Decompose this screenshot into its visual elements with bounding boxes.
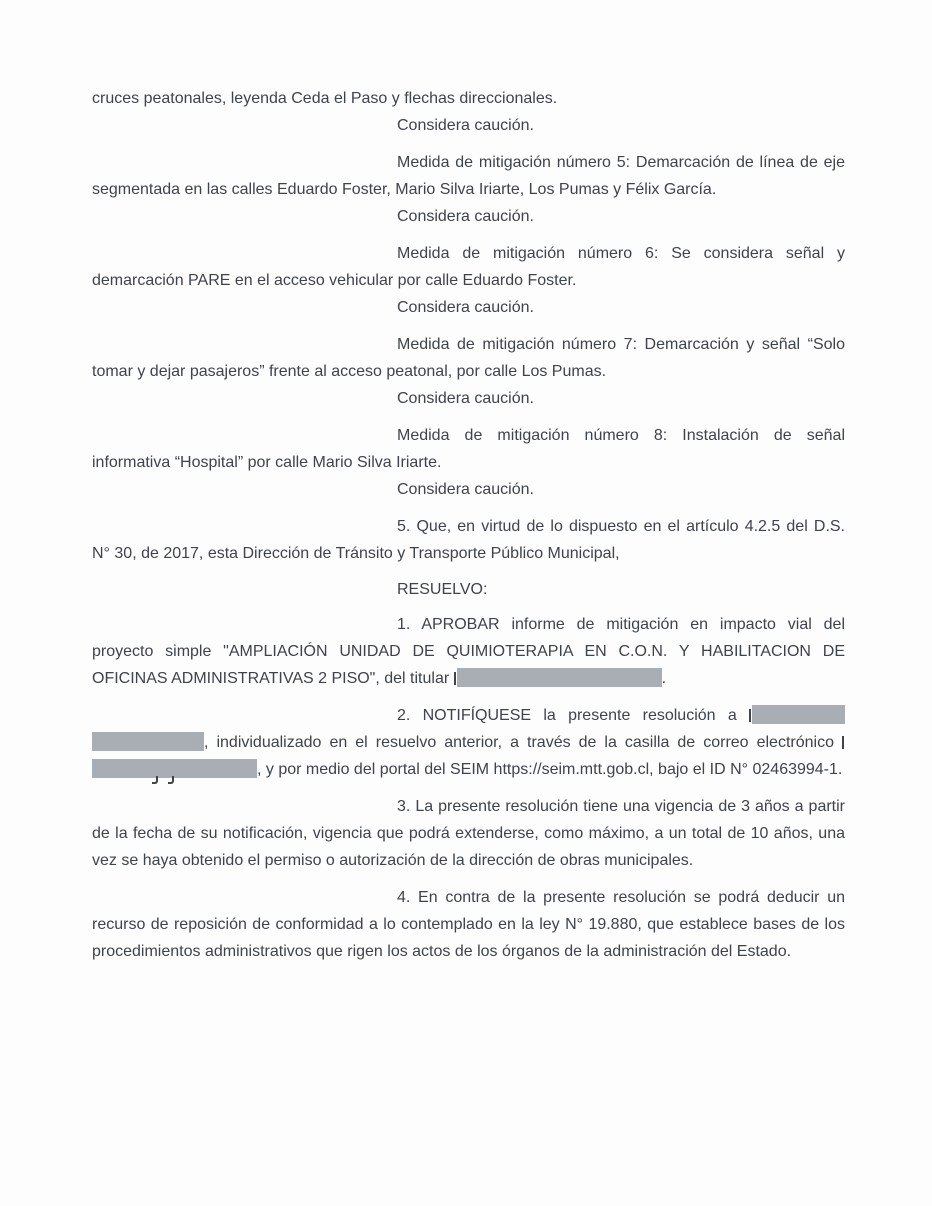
email-letter-descender	[168, 776, 174, 784]
paragraph-resuelvo-3: 3. La presente resolución tiene una vigencia de 3 años a partir de la fecha de su notificación, vigencia que podrá extenderse, como máximo, a un total de 10 años, una vez se haya obtenido el permiso o autorización de la dirección de obras municipales.	[92, 798, 845, 869]
paragraph-resuelvo-1	[92, 611, 845, 692]
redaction-notified-name-part-1	[752, 705, 845, 724]
redacted-letter-peek	[454, 672, 456, 685]
paragraph-medida-7: Medida de mitigación número 7: Demarcación y señal “Solo tomar y dejar pasajeros” frente al acceso peatonal, por calle Los Pumas.	[92, 336, 845, 380]
paragraph-considerando-5: 5. Que, en virtud de lo dispuesto en el artículo 4.2.5 del D.S. N° 30, de 2017, esta Dirección de Tránsito y Transporte Público Municipal,	[92, 518, 845, 562]
paragraph-medida-8: Medida de mitigación número 8: Instalación de señal informativa “Hospital” por calle Mario Silva Iriarte.	[92, 427, 845, 471]
paragraph-considera-caucion-3: Considera caución.	[397, 299, 534, 316]
resuelvo-1-text: 1. APROBAR informe de mitigación en impacto vial del proyecto simple "AMPLIACIÓN UNIDAD DE QUIMIOTERAPIA EN C.O.N. Y HABILITACION DE OFICINAS ADMINISTRATIVAS 2 PISO", del titular	[92, 616, 845, 687]
resuelvo-heading: RESUELVO:	[397, 581, 488, 598]
resuelvo-2-text-end: , y por medio del portal del SEIM https://seim.mtt.gob.cl, bajo el ID N° 02463994-1.	[257, 761, 843, 778]
redaction-notified-name-part-2	[92, 732, 204, 751]
redaction-titular-name	[457, 668, 662, 687]
redaction-email-address	[92, 759, 257, 778]
resuelvo-2-text: 2. NOTIFÍQUESE la presente resolución a	[397, 707, 749, 724]
paragraph-considera-caucion-1: Considera caución.	[397, 117, 534, 134]
paragraph-considera-caucion-5: Considera caución.	[397, 481, 534, 498]
paragraph-resuelvo-4: 4. En contra de la presente resolución se podrá deducir un recurso de reposición de conformidad a lo contemplado en la ley N° 19.880, que establece bases de los procedimientos administrativos que rigen los actos de los órganos de la administración del Estado.	[92, 889, 845, 960]
resuelvo-2-text-mid: , individualizado en el resuelvo anterior, a través de la casilla de correo electrónico	[204, 734, 842, 751]
paragraph-considera-caucion-2: Considera caución.	[397, 208, 534, 225]
resuelvo-1-period: .	[661, 670, 667, 687]
redacted-letter-peek	[749, 709, 751, 722]
paragraph-considera-caucion-4: Considera caución.	[397, 390, 534, 407]
paragraph-continued-from-previous-page: cruces peatonales, leyenda Ceda el Paso y flechas direccionales.	[92, 90, 558, 107]
document-content	[92, 85, 845, 965]
redacted-letter-peek	[842, 736, 844, 749]
paragraph-resuelvo-2	[92, 702, 845, 783]
email-letter-descender	[152, 776, 158, 784]
paragraph-medida-5: Medida de mitigación número 5: Demarcación de línea de eje segmentada en las calles Eduardo Foster, Mario Silva Iriarte, Los Pumas y Félix García.	[92, 154, 845, 198]
paragraph-medida-6: Medida de mitigación número 6: Se considera señal y demarcación PARE en el acceso vehicular por calle Eduardo Foster.	[92, 245, 845, 289]
